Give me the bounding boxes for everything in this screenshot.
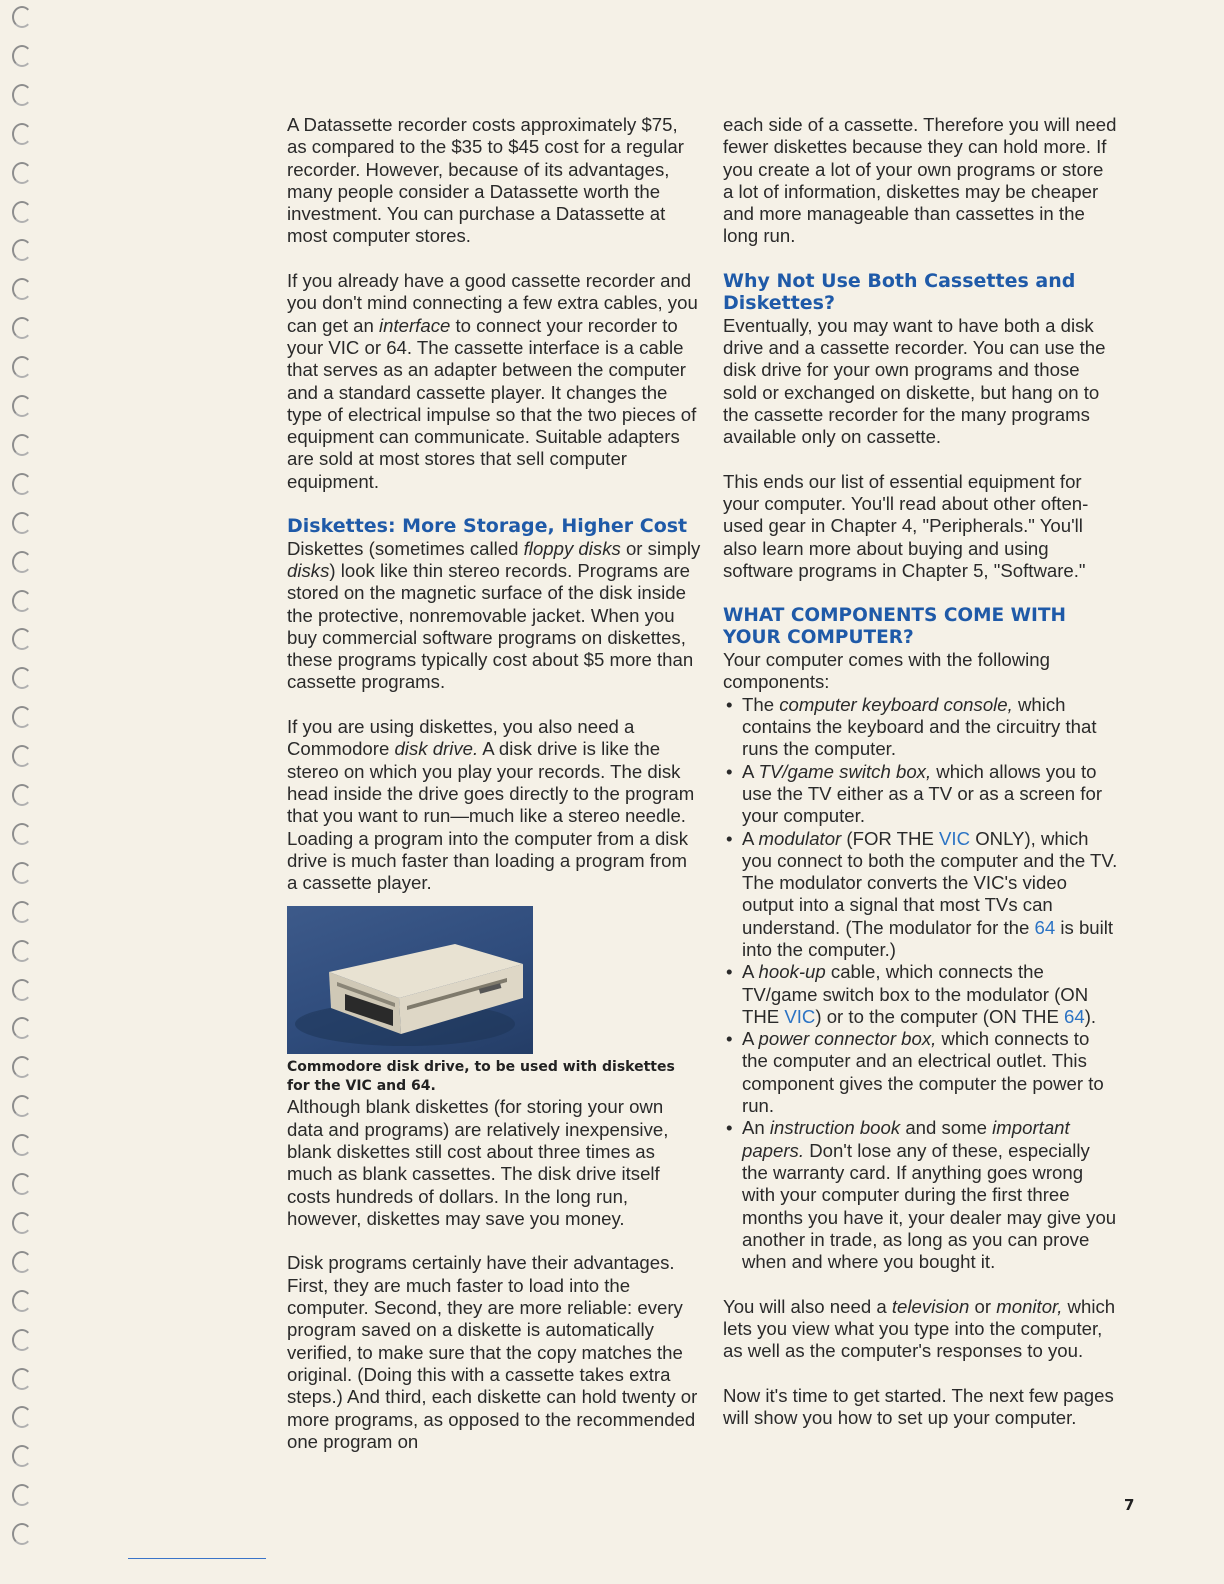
section-heading-both: Why Not Use Both Cassettes and Diskettes? [723,270,1076,315]
binding-ring [12,1445,32,1467]
binding-ring [12,6,32,28]
binding-ring [12,512,32,534]
binding-ring [12,1134,32,1156]
spiral-binding [12,0,42,1584]
disk-drive-illustration [287,906,533,1054]
binding-ring [12,201,32,223]
paragraph: Your computer comes with the following components: [723,649,1050,693]
paragraph: This ends our list of essential equipment for your computer. You'll read about other often-used gear in Chapter 4, "Peripherals." You'll also learn more about buying and using software programs in Chapter 5, "Software." [723,470,1089,581]
list-item: • A TV/game switch box, which allows you to use the TV either as a TV or as a screen for your computer. [723,761,1118,828]
binding-ring [12,551,32,573]
list-item: • A modulator (FOR THE VIC ONLY), which you connect to both the computer and the TV. The modulator converts the VIC's video output into a signal that most TVs can understand. (The modulator for the 64 is built into the computer.) [723,828,1118,962]
binding-ring [12,1290,32,1312]
list-item: • An instruction book and some important papers. Don't lose any of these, especially the warranty card. If anything goes wrong with your computer during the first three months you have it, your dealer may give you another in trade, as long as you can prove when and where you bought it. [723,1117,1118,1273]
binding-ring [12,356,32,378]
binding-ring [12,784,32,806]
list-item: • A power connector box, which connects to the computer and an electrical outlet. This component gives the computer the power to run. [723,1028,1118,1117]
binding-ring [12,1484,32,1506]
binding-ring [12,123,32,145]
disk-drive-photo [287,906,533,1054]
section-heading-diskettes: Diskettes: More Storage, Higher Cost [287,515,688,538]
binding-ring [12,940,32,962]
section-heading-components: WHAT COMPONENTS COME WITH YOUR COMPUTER? [723,604,1066,648]
left-column [287,114,702,1453]
binding-ring [12,1523,32,1545]
binding-ring [12,1212,32,1234]
binding-ring [12,1406,32,1428]
paragraph: Now it's time to get started. The next few pages will show you how to set up your computer. [723,1384,1114,1429]
binding-ring [12,979,32,1001]
paragraph: If you already have a good cassette recorder and you don't mind connecting a few extra cables, you can get an interface to connect your recorder to your VIC or 64. The cassette interface is a cable that serves as an adapter between the computer and a standard cassette player. It changes the type of electrical impulse so that the two pieces of equipment can communicate. Suitable adapters are sold at most stores that sell computer equipment. [287,270,698,492]
binding-ring [12,745,32,767]
binding-ring [12,278,32,300]
list-item: • The computer keyboard console, which contains the keyboard and the circuitry that runs the computer. [723,694,1118,761]
list-item: • A hook-up cable, which connects the TV/game switch box to the modulator (ON THE VIC) or to the computer (ON THE 64). [723,961,1118,1028]
binding-ring [12,862,32,884]
binding-ring [12,628,32,650]
binding-ring [12,901,32,923]
binding-ring [12,395,32,417]
binding-ring [12,162,32,184]
binding-ring [12,84,32,106]
paragraph: Eventually, you may want to have both a disk drive and a cassette recorder. You can use the disk drive for your own programs and those sold or exchanged on diskette, but hang on to the cassette recorder for the many programs available only on cassette. [723,314,1106,448]
binding-ring [12,1056,32,1078]
paragraph: A Datassette recorder costs approximately $75, as compared to the $35 to $45 cost for a regular recorder. However, because of its advantages, many people consider a Datassette worth the investment. You can purchase a Datassette at most computer stores. [287,114,684,247]
binding-ring [12,473,32,495]
photo-caption: Commodore disk drive, to be used with diskettes for the VIC and 64. [287,1059,675,1095]
paragraph: Diskettes (sometimes called floppy disks or simply disks) look like thin stereo records. Programs are stored on the magnetic surface of the disk inside the protective, nonremovable jacket. When you buy commercial software programs on diskettes, these programs typically cost about $5 more than cassette programs. [287,537,701,693]
binding-ring [12,434,32,456]
paragraph: Disk programs certainly have their advantages. First, they are much faster to load into the computer. Second, they are more reliable: every program saved on a diskette is automatically verified, to make sure that the copy matches the original. (Doing this with a cassette takes extra steps.) And third, each diskette can hold twenty or more programs, as opposed to the recommended one program on [287,1252,698,1452]
binding-ring [12,317,32,339]
paragraph: If you are using diskettes, you also need a Commodore disk drive. A disk drive is like the stereo on which you play your records. The disk head inside the drive goes directly to the program that you want to run—much like a stereo needle. Loading a program into the computer from a disk drive is much faster than loading a program from a cassette player. [287,716,695,894]
binding-ring [12,706,32,728]
paragraph: You will also need a television or monitor, which lets you view what you type into the computer, as well as the computer's responses to you. [723,1295,1116,1362]
binding-ring [12,1095,32,1117]
paragraph: each side of a cassette. Therefore you will need fewer diskettes because they can hold more. If you create a lot of your own programs or store a lot of information, diskettes may be cheaper and more manageable than cassettes in the long run. [723,114,1117,247]
right-column [723,114,1118,1430]
binding-ring [12,1251,32,1273]
binding-ring [12,823,32,845]
binding-ring [12,45,32,67]
binding-ring [12,590,32,612]
components-list [723,694,1118,1274]
paragraph: Although blank diskettes (for storing your own data and programs) are relatively inexpensive, blank diskettes still cost about three times as much as blank cassettes. The disk drive itself costs hundreds of dollars. In the long run, however, diskettes may save you money. [287,1096,669,1229]
binding-ring [12,1329,32,1351]
binding-ring [12,667,32,689]
footer-rule [128,1558,266,1559]
binding-ring [12,1017,32,1039]
binding-ring [12,239,32,261]
binding-ring [12,1173,32,1195]
page-number: 7 [1124,1496,1135,1514]
binding-ring [12,1368,32,1390]
